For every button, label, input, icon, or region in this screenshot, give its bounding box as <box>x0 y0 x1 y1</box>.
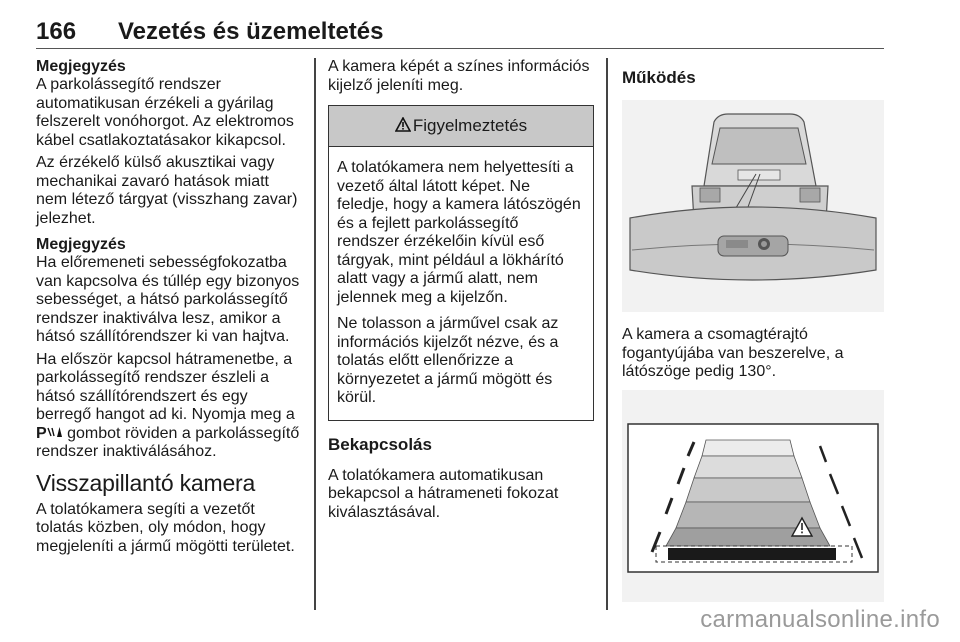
watermark: carmanualsonline.info <box>700 606 940 633</box>
section-text-activation: A tolatókamera automatikusan bekapcsol a hátrameneti fokozat kiválasztásával. <box>328 466 559 521</box>
section-title-activation: Bekapcsolás <box>328 434 432 454</box>
warning-body <box>329 147 593 420</box>
page-title: Vezetés és üzemeltetés <box>118 18 384 45</box>
warning-title: Figyelmeztetés <box>412 116 528 135</box>
column-divider-1 <box>314 58 316 610</box>
page-number: 166 <box>36 18 77 45</box>
section-text-rear-camera: A tolatókamera segíti a vezetőt tolatás közben, oly módon, hogy megjeleníti a jármű mögötti területet. <box>36 500 295 555</box>
park-assist-button-icon: P <box>36 425 63 442</box>
section-title-rear-camera: Visszapillantó kamera <box>36 469 256 496</box>
intro-text: A kamera képét a színes információs kijelző jeleníti meg. <box>328 58 590 94</box>
camera-display-illustration <box>622 390 884 602</box>
warning-header <box>329 106 593 147</box>
section-title-operation: Működés <box>622 68 696 87</box>
warning-box <box>328 105 594 421</box>
note-text-2: Ha előremeneti sebességfokozatba van kapcsolva és túllép egy bizonyos sebességet, a hátsó parkolássegítő rendszer inaktiválva lesz, amikor a hátsó szállítórendszer ki van hajtva. <box>36 254 300 345</box>
warning-paragraph-2: Ne tolasson a járművel csak az információs kijelzőt nézve, és a tolatás előtt ellenőrizze a környezetet a jármű mögött és körül. <box>337 315 559 406</box>
page-header <box>36 18 884 49</box>
camera-caption: A kamera a csomagtérajtó fogantyújába van beszerelve, a látószöge pedig 130°. <box>622 326 844 380</box>
note-label-2: Megjegyzés <box>36 236 126 253</box>
car-tailgate-illustration <box>622 100 884 312</box>
warning-paragraph-1: A tolatókamera nem helyettesíti a vezető által látott képet. Ne feledje, hogy a kamera látószögén és a fejlett parkolássegítő rendszer érzékelőin kívül eső tárgyak, mint például a lökhárító alatt vagy a jármű alatt, nem jelennek meg a kijelzőn. <box>337 159 581 306</box>
paragraph-deactivate-a: Ha először kapcsol hátramenetbe, a parkolássegítő rendszer észleli a hátsó szállítórendszert és egy berregő hangot ad ki. Nyomja meg a <box>36 350 295 423</box>
column-3 <box>622 58 884 602</box>
column-2 <box>328 58 594 530</box>
column-1 <box>36 58 304 564</box>
paragraph-deactivate-b: gombot röviden a parkolássegítő rendszer inaktiválásához. <box>36 424 300 460</box>
paragraph-echo: Az érzékelő külső akusztikai vagy mechanikai zavaró hatások miatt nem létező tárgyat (visszhang zavar) jelezhet. <box>36 154 298 227</box>
paragraph-deactivate <box>36 351 304 462</box>
note-text-1: A parkolássegítő rendszer automatikusan érzékeli a gyárilag felszerelt vonóhorgot. Az elektromos kábel csatlakoztatásakor kikapcsol. <box>36 76 294 149</box>
column-divider-2 <box>606 58 608 610</box>
warning-triangle-icon <box>395 116 411 137</box>
note-label-1: Megjegyzés <box>36 58 126 75</box>
